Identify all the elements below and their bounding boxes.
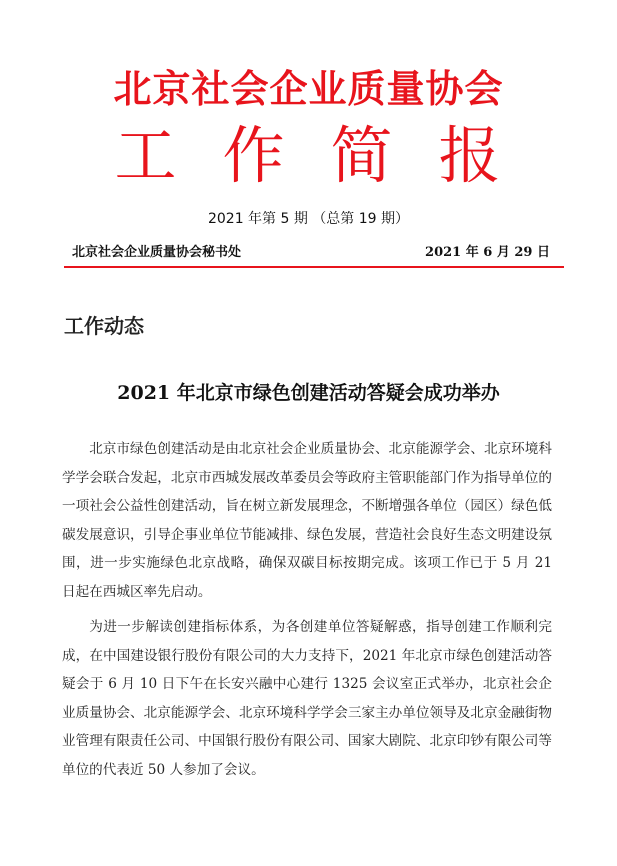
publish-date: 2021 年 6 月 29 日 [425, 245, 550, 260]
section-heading: 工作动态 [64, 314, 144, 338]
org-title: 北京社会企业质量协会 [113, 67, 504, 111]
publisher: 北京社会企业质量协会秘书处 [72, 245, 242, 260]
article-paragraph: 为进一步解读创建指标体系，为各创建单位答疑解惑，指导创建工作顺利完成，在中国建设银行股份有限公司的大力支持下，2021 年北京市绿色创建活动答疑会于 6 月 10 日下午在长安兴融中心建行 1325 会议室正式举办，北京社会企业质量协会、北京能源学会、北京环境科学学会三家主办单位领导及北京金融街物业管理有限责任公司、中国银行股份有限公司、国家大剧院、北京印钞有限公司等单位的代表近 50 人参加了会议。 [62, 619, 552, 778]
article-title: 2021 年北京市绿色创建活动答疑会成功举办 [117, 382, 500, 404]
article-paragraph: 北京市绿色创建活动是由北京社会企业质量协会、北京能源学会、北京环境科学学会联合发起，北京市西城发展改革委员会等政府主管职能部门作为指导单位的一项社会公益性创建活动，旨在树立新发展理念，不断增强各单位（园区）绿色低碳发展意识，引导企事业单位节能减排、绿色发展，营造社会良好生态文明建设氛围，进一步实施绿色北京战略，确保双碳目标按期完成。该项工作已于 5 月 21 日起在西城区率先启动。 [62, 441, 552, 600]
issue-line: 2021 年第 5 期 （总第 19 期） [207, 211, 410, 227]
red-divider [64, 266, 564, 268]
bulletin-title: 工作简报 [114, 119, 547, 192]
